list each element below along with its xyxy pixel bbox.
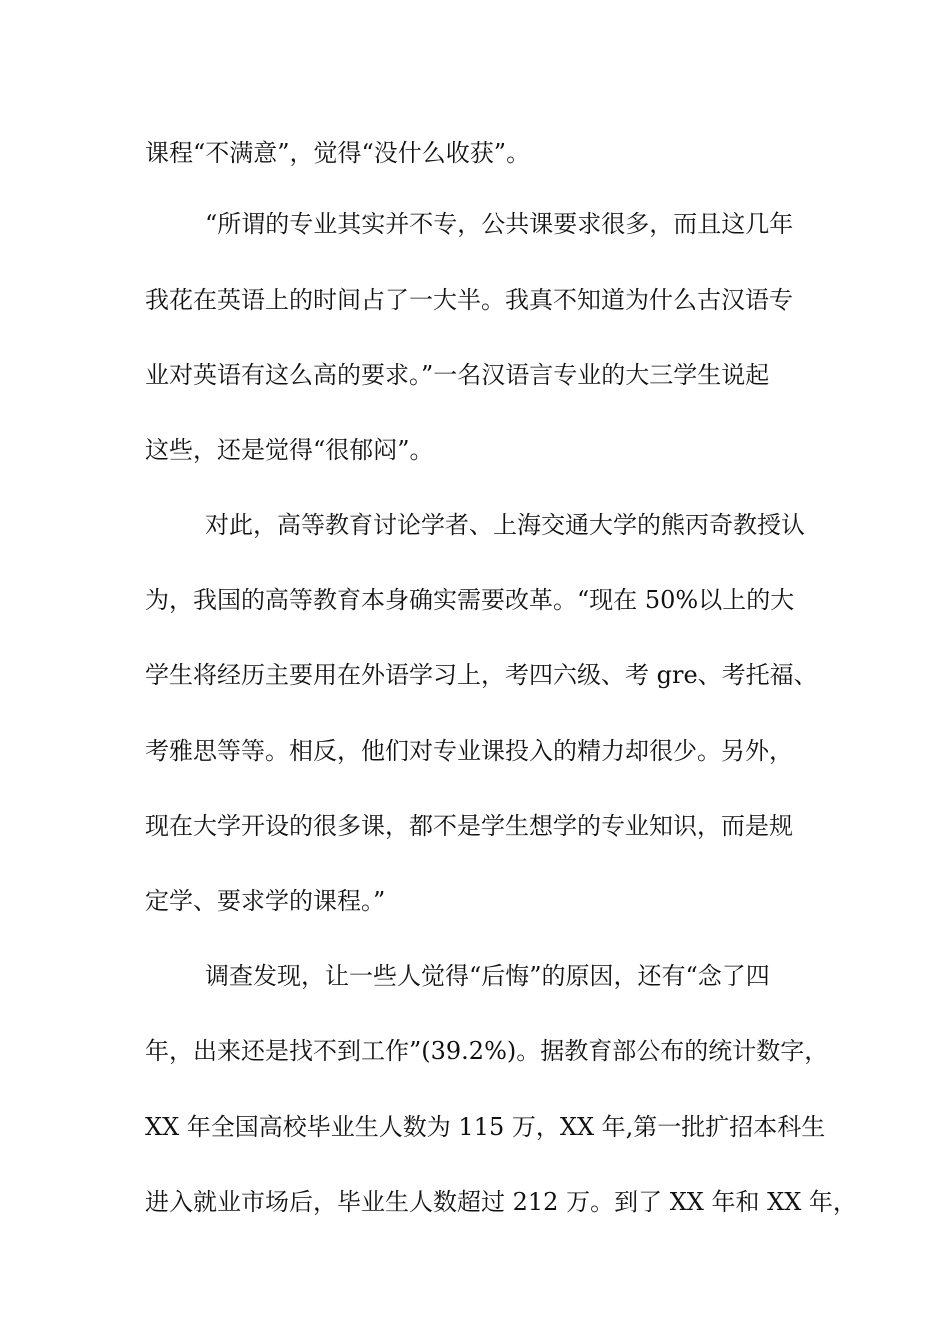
text-line: XX 年全国高校毕业生人数为 115 万，XX 年,第一批扩招本科生 [145,1113,826,1141]
text-line: 进入就业市场后，毕业生人数超过 212 万。到了 XX 年和 XX 年， [145,1188,857,1216]
paragraph-first-line: 对此，高等教育讨论学者、上海交通大学的熊丙奇教授认 [205,511,805,539]
text-line: 我花在英语上的时间占了一大半。我真不知道为什么古汉语专 [145,286,793,314]
text-line: 为，我国的高等教育本身确实需要改革。“现在 50%以上的大 [145,586,795,614]
text-line: 学生将经历主要用在外语学习上，考四六级、考 gre、考托福、 [145,661,818,689]
text-line: 现在大学开设的很多课，都不是学生想学的专业知识，而是规 [145,812,793,840]
text-line: 定学、要求学的课程。” [145,887,386,915]
paragraph-first-line: 调查发现，让一些人觉得“后悔”的原因，还有“念了四 [205,962,770,990]
text-line: 考雅思等等。相反，他们对专业课投入的精力却很少。另外， [145,737,793,765]
paragraph-first-line: “所谓的专业其实并不专，公共课要求很多，而且这几年 [205,210,794,238]
text-line: 年，出来还是找不到工作”(39.2%)。据教育部公布的统计数字， [145,1037,829,1065]
text-line: 课程“不满意”，觉得“没什么收获”。 [145,139,531,167]
text-line: 这些，还是觉得“很郁闷”。 [145,436,434,464]
text-line: 业对英语有这么高的要求。”一名汉语言专业的大三学生说起 [145,361,770,389]
